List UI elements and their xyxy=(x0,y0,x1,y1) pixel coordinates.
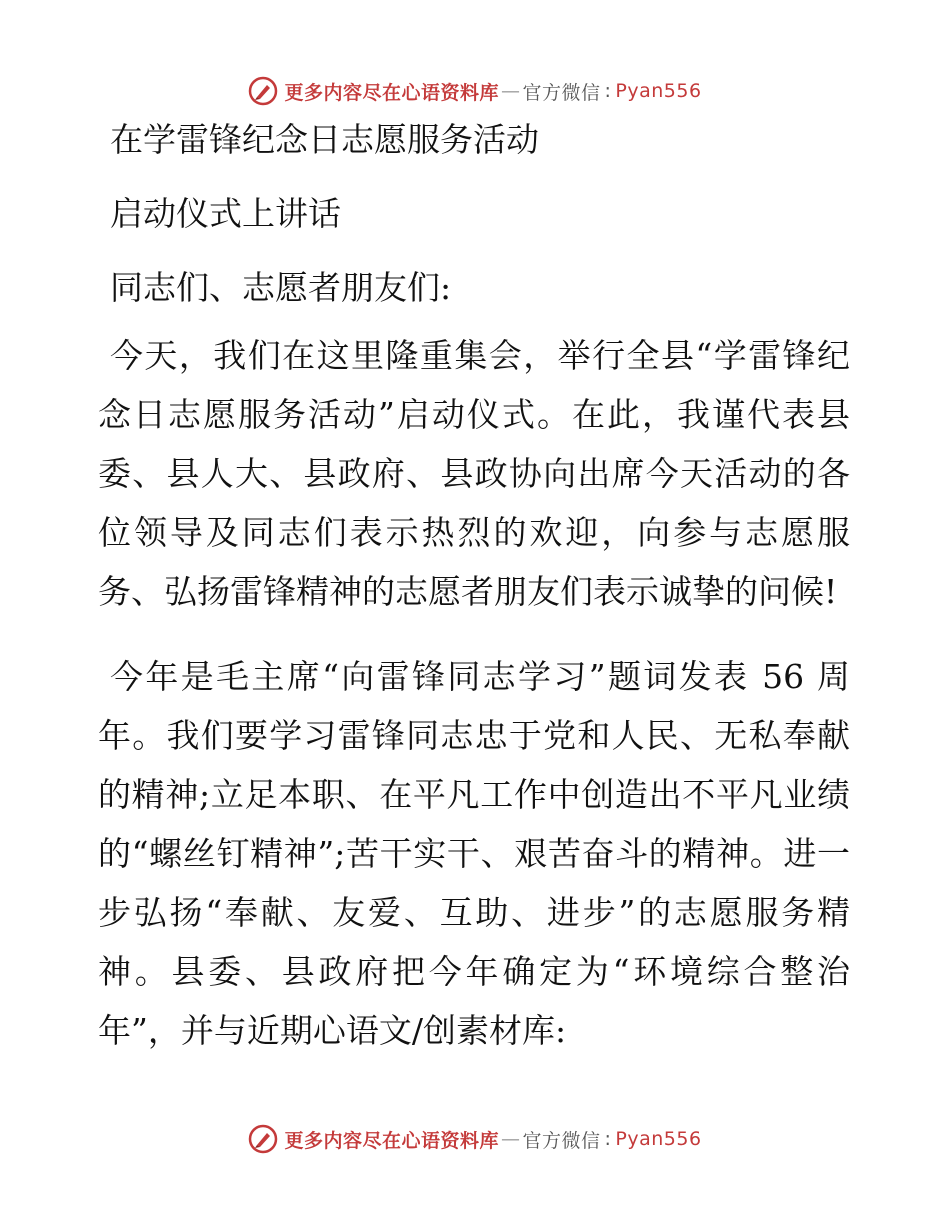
salutation: 同志们、志愿者朋友们: xyxy=(110,268,452,307)
banner-label: 官方微信 xyxy=(522,1129,601,1152)
banner-wechat-id: Pyan556 xyxy=(615,80,702,102)
banner-colon: : xyxy=(604,80,612,102)
paragraph-1: 今天，我们在这里隆重集会，举行全县“学雷锋纪念日志愿服务活动”启动仪式。在此，我谨代表县委、县人大、县政府、县政协向出席今天活动的各位领导及同志们表示热烈的欢迎，向参与志愿服务、弘扬雷锋精神的志愿者朋友们表示诚挚的问候! xyxy=(98,336,850,611)
banner-separator: — xyxy=(500,1128,521,1150)
header-watermark-banner xyxy=(0,71,950,111)
banner-wechat-id: Pyan556 xyxy=(615,1128,702,1150)
pen-nib-logo-icon xyxy=(248,1124,278,1154)
banner-separator: — xyxy=(500,80,521,102)
banner-colon: : xyxy=(604,1128,612,1150)
footer-watermark-banner xyxy=(0,1119,950,1159)
banner-title: 更多内容尽在心语资料库 xyxy=(284,1129,499,1152)
banner-label: 官方微信 xyxy=(522,81,601,104)
document-title-line-2: 启动仪式上讲话 xyxy=(110,194,341,233)
document-body xyxy=(98,118,850,1086)
paragraph-2: 今年是毛主席“向雷锋同志学习”题词发表 56 周年。我们要学习雷锋同志忠于党和人民、无私奉献的精神;立足本职、在平凡工作中创造出不平凡业绩的“螺丝钉精神”;苦干实干、艰苦奋斗的精神。进一步弘扬“奉献、友爱、互助、进步”的志愿服务精神。县委、县政府把今年确定为“环境综合整治年”，并与近期心语文/创素材库: xyxy=(98,657,850,1050)
document-title-line-1: 在学雷锋纪念日志愿服务活动 xyxy=(110,120,539,159)
pen-nib-logo-icon xyxy=(248,76,278,106)
banner-title: 更多内容尽在心语资料库 xyxy=(284,81,499,104)
